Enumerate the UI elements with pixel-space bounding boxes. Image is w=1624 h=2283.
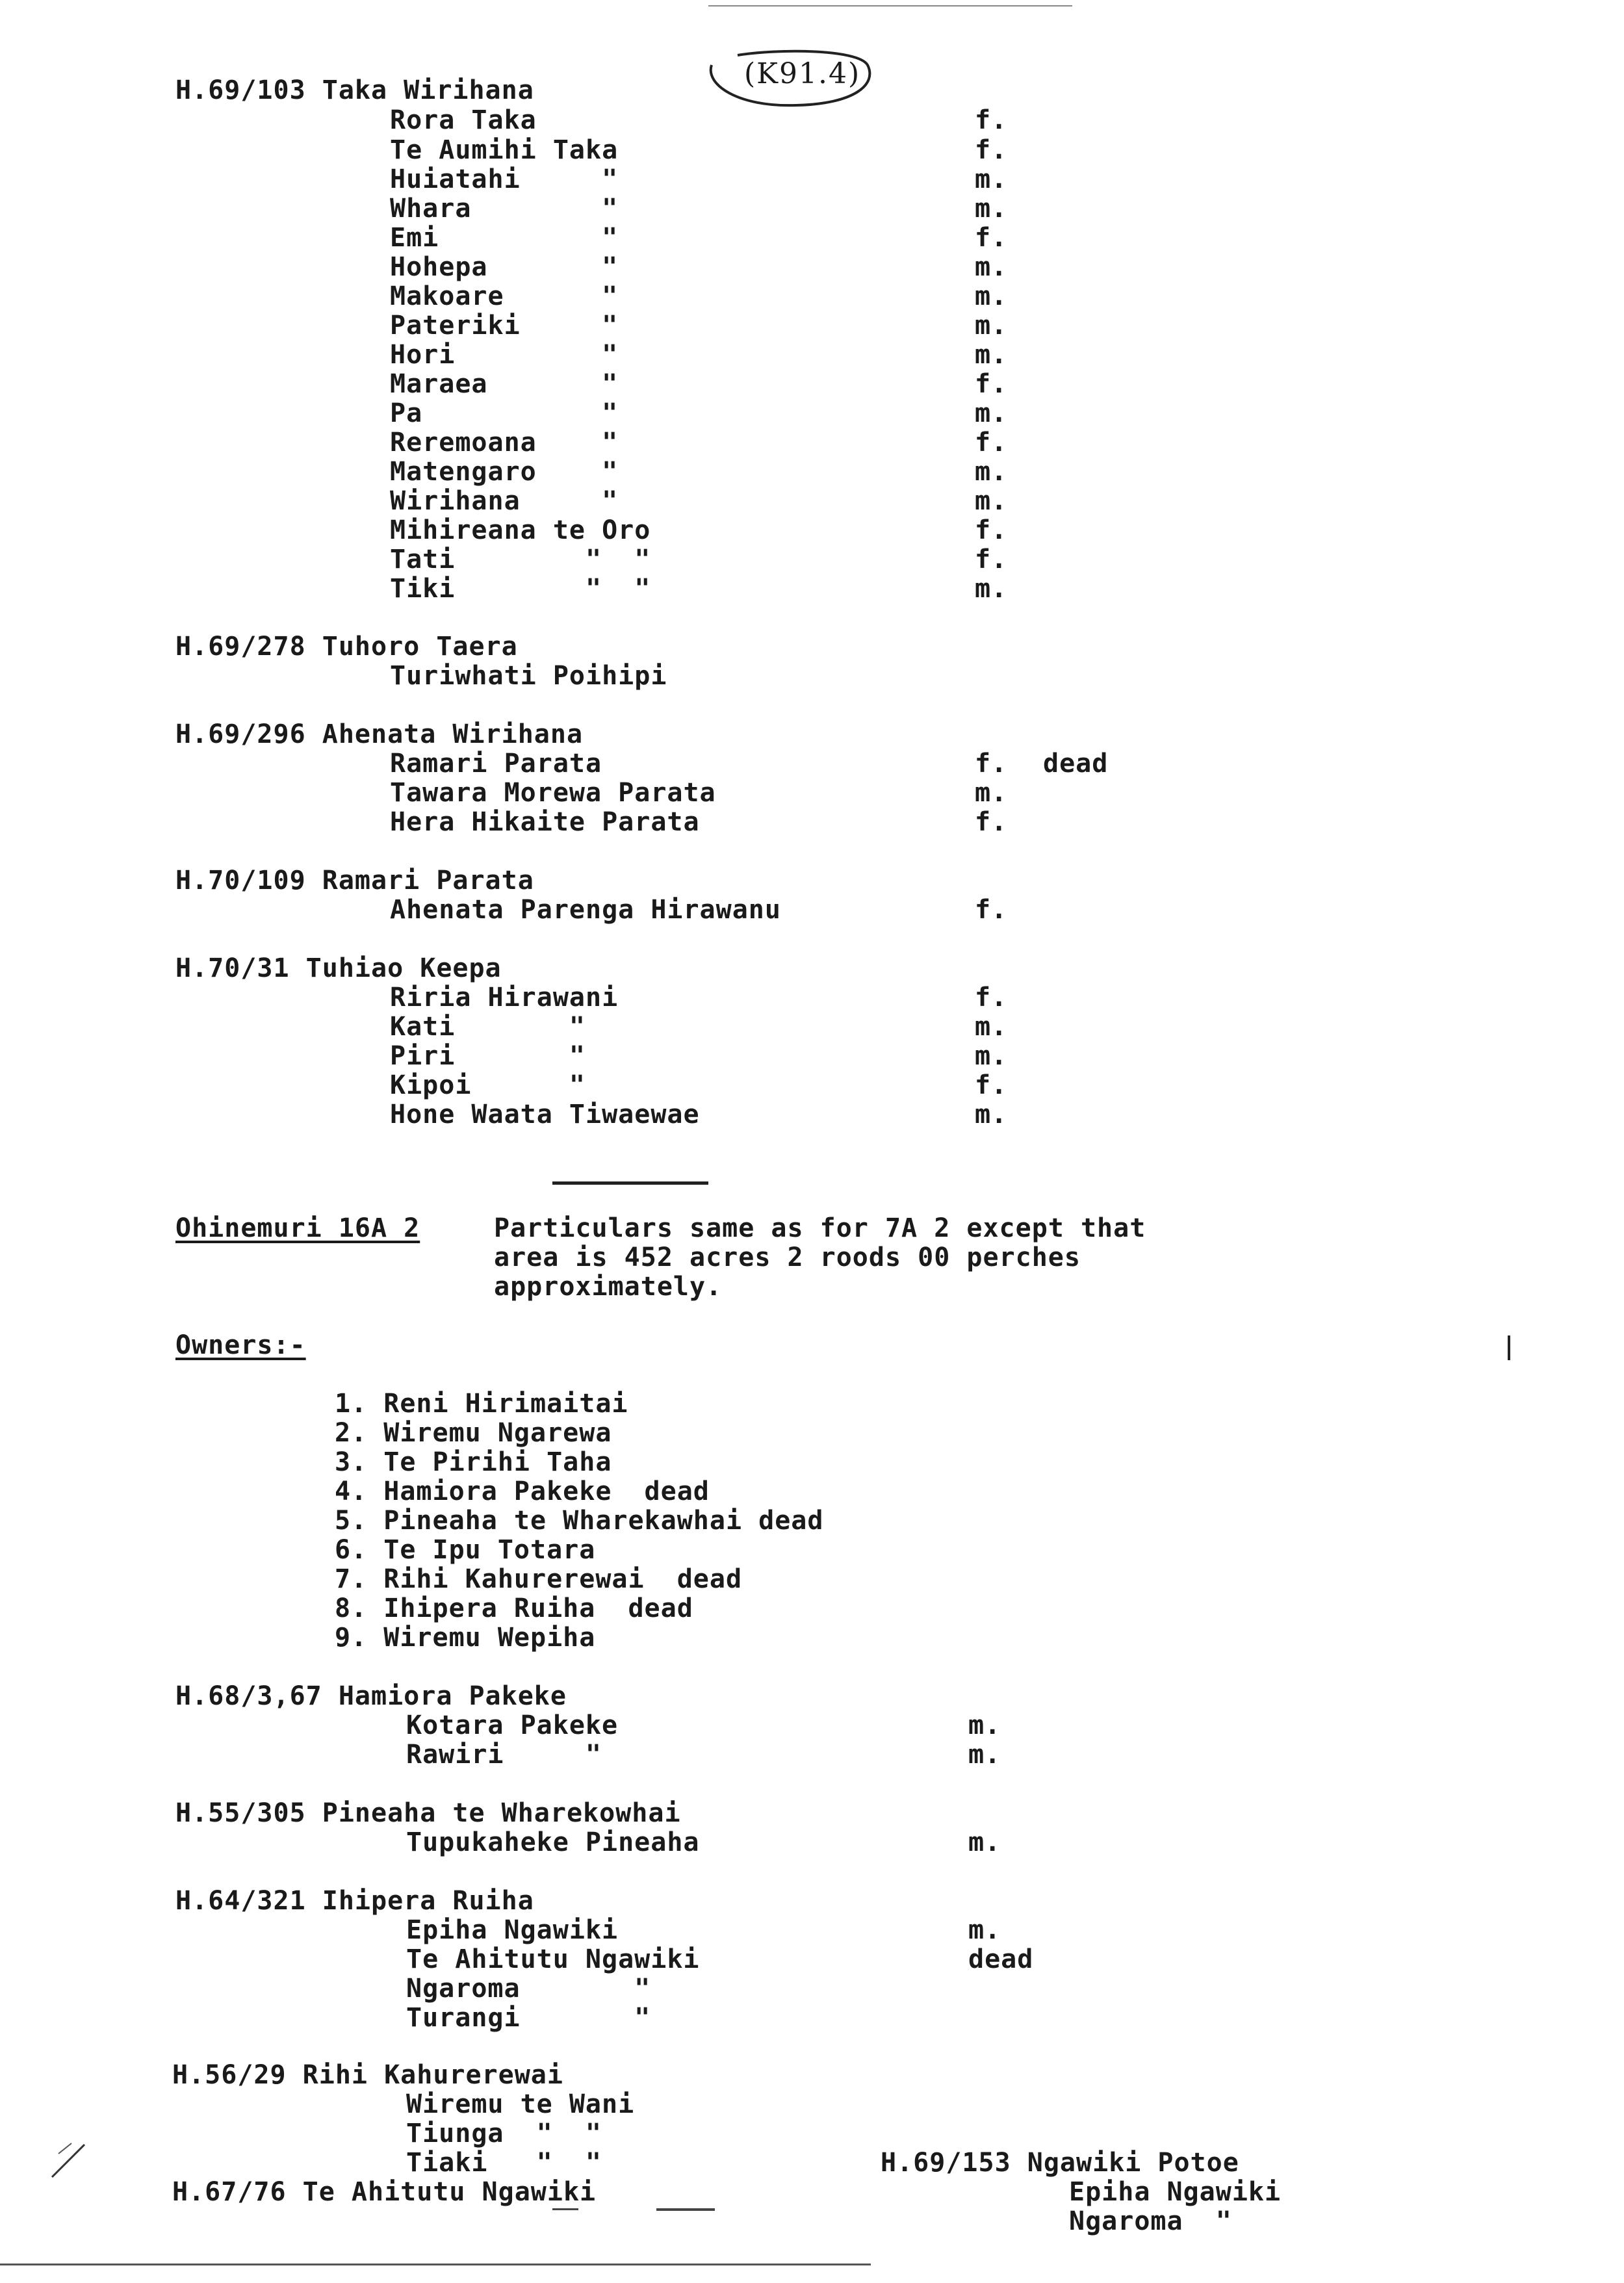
block4-line: Ahenata Parenga Hirawanu: [390, 895, 781, 925]
owner-entry: 9. Wiremu Wepiha: [335, 1623, 596, 1653]
block9-child-name: Tiunga " ": [406, 2119, 602, 2148]
block1-child-name: Maraea ": [390, 369, 619, 399]
block6-header: H.68/3,67 Hamiora Pakeke: [175, 1681, 567, 1711]
block1-child-name: Reremoana ": [390, 428, 619, 458]
owner-entry: 8. Ihipera Ruiha dead: [335, 1593, 693, 1623]
block11-child-name: Epiha Ngawiki: [1069, 2177, 1282, 2207]
block5-header: H.70/31 Tuhiao Keepa: [175, 953, 502, 983]
block5-child-sex: m.: [975, 1100, 1008, 1129]
section-particulars-line: area is 452 acres 2 roods 00 perches: [494, 1243, 1081, 1272]
section-title: Ohinemuri 16A 2: [175, 1213, 420, 1243]
block8-header: H.64/321 Ihipera Ruiha: [175, 1886, 534, 1916]
block10-header: H.67/76 Te Ahitutu Ngawiki: [172, 2177, 597, 2207]
block4-sex: f.: [975, 895, 1008, 925]
block3-header: H.69/296 Ahenata Wirihana: [175, 719, 584, 749]
block6-child-sex: m.: [968, 1740, 1001, 1770]
block1-child-name: Pa ": [390, 398, 619, 428]
block9-header: H.56/29 Rihi Kahurerewai: [172, 2060, 563, 2090]
section-separator: [552, 1181, 708, 1185]
block5-child-name: Hone Waata Tiwaewae: [390, 1100, 700, 1129]
block1-child-sex: m.: [975, 281, 1008, 311]
scan-mark: [39, 2138, 91, 2184]
block1-child-sex: m.: [975, 457, 1008, 487]
block1-child-name: Pateriki ": [390, 311, 619, 341]
block1-child-sex: f.: [975, 105, 1008, 135]
block1-child-name: Rora Taka: [390, 105, 537, 135]
block1-child-sex: f.: [975, 223, 1008, 253]
reference-text: (K91.4): [744, 57, 861, 90]
block11-header: H.69/153 Ngawiki Potoe: [881, 2148, 1239, 2178]
bottom-edge-line: [0, 2264, 871, 2265]
block5-child-sex: m.: [975, 1041, 1008, 1071]
block8-child-name: Te Ahitutu Ngawiki: [406, 1944, 700, 1974]
block7-line: Tupukaheke Pineaha: [406, 1827, 700, 1857]
block8-child-status: dead: [968, 1944, 1034, 1974]
owner-entry: 2. Wiremu Ngarewa: [335, 1418, 612, 1448]
block1-child-sex: m.: [975, 340, 1008, 370]
block7-sex: m.: [968, 1827, 1001, 1857]
block1-child-name: Hohepa ": [390, 252, 619, 282]
block5-child-name: Piri ": [390, 1041, 586, 1071]
block1-child-sex: m.: [975, 164, 1008, 194]
section-particulars-line: Particulars same as for 7A 2 except that: [494, 1213, 1146, 1243]
block5-child-name: Kipoi ": [390, 1070, 586, 1100]
block1-child-sex: f.: [975, 515, 1008, 545]
block2-line: Turiwhati Poihipi: [390, 661, 667, 691]
block3-child-name: Tawara Morewa Parata: [390, 778, 716, 808]
owner-entry: 3. Te Pirihi Taha: [335, 1447, 612, 1477]
block1-child-sex: m.: [975, 574, 1008, 604]
owner-entry: 4. Hamiora Pakeke dead: [335, 1477, 710, 1506]
top-edge-line: [708, 5, 1072, 6]
owner-entry: 7. Rihi Kahurerewai dead: [335, 1564, 743, 1594]
block1-child-sex: f.: [975, 428, 1008, 458]
block1-child-name: Mihireana te Oro: [390, 515, 651, 545]
block1-child-name: Emi ": [390, 223, 619, 253]
block1-child-sex: f.: [975, 369, 1008, 399]
block3-child-sex: f.: [975, 749, 1008, 779]
block1-child-sex: f.: [975, 135, 1008, 165]
block8-child-name: Ngaroma ": [406, 1974, 651, 2004]
block1-child-sex: m.: [975, 486, 1008, 516]
block6-child-name: Kotara Pakeke: [406, 1710, 619, 1740]
block3-child-sex: m.: [975, 778, 1008, 808]
block1-child-name: Whara ": [390, 194, 619, 224]
block3-child-note: dead: [1043, 749, 1109, 779]
block1-child-name: Tiki " ": [390, 574, 651, 604]
block1-child-name: Te Aumihi Taka: [390, 135, 619, 165]
block3-child-name: Hera Hikaite Parata: [390, 807, 700, 837]
block3-child-name: Ramari Parata: [390, 749, 602, 779]
block1-child-sex: m.: [975, 398, 1008, 428]
handwritten-reference-mark: [699, 45, 881, 110]
block2-header: H.69/278 Tuhoro Taera: [175, 632, 518, 662]
block1-child-name: Makoare ": [390, 281, 619, 311]
block4-header: H.70/109 Ramari Parata: [175, 866, 534, 896]
block1-child-sex: m.: [975, 252, 1008, 282]
block8-child-name: Epiha Ngawiki: [406, 1915, 619, 1945]
block5-child-sex: f.: [975, 1070, 1008, 1100]
block1-child-name: Tati " ": [390, 545, 651, 574]
block1-child-name: Huiatahi ": [390, 164, 619, 194]
owner-entry: 6. Te Ipu Totara: [335, 1535, 596, 1565]
owners-label: Owners:-: [175, 1330, 306, 1360]
scan-mark: [552, 2208, 578, 2210]
block8-child-sex: m.: [968, 1915, 1001, 1945]
block9-child-name: Wiremu te Wani: [406, 2089, 635, 2119]
block5-child-name: Kati ": [390, 1012, 586, 1042]
block6-child-sex: m.: [968, 1710, 1001, 1740]
block1-child-name: Hori ": [390, 340, 619, 370]
owner-entry: 5. Pineaha te Wharekawhai dead: [335, 1506, 824, 1536]
block5-child-name: Riria Hirawani: [390, 983, 619, 1013]
block1-child-sex: m.: [975, 194, 1008, 224]
block6-child-name: Rawiri ": [406, 1740, 602, 1770]
block5-child-sex: m.: [975, 1012, 1008, 1042]
block5-child-sex: f.: [975, 983, 1008, 1013]
block8-child-name: Turangi ": [406, 2003, 651, 2033]
block3-child-sex: f.: [975, 807, 1008, 837]
block9-child-name: Tiaki " ": [406, 2148, 602, 2178]
block1-child-name: Wirihana ": [390, 486, 619, 516]
block1-child-sex: m.: [975, 311, 1008, 341]
block11-child-name: Ngaroma ": [1069, 2206, 1232, 2236]
block1-child-name: Matengaro ": [390, 457, 619, 487]
block1-header: H.69/103 Taka Wirihana: [175, 75, 534, 105]
owner-entry: 1. Reni Hirimaitai: [335, 1389, 628, 1419]
scan-mark: [656, 2208, 715, 2211]
section-particulars-line: approximately.: [494, 1272, 723, 1302]
block1-child-sex: f.: [975, 545, 1008, 574]
block7-header: H.55/305 Pineaha te Wharekowhai: [175, 1798, 681, 1828]
scan-mark: [1508, 1335, 1510, 1360]
